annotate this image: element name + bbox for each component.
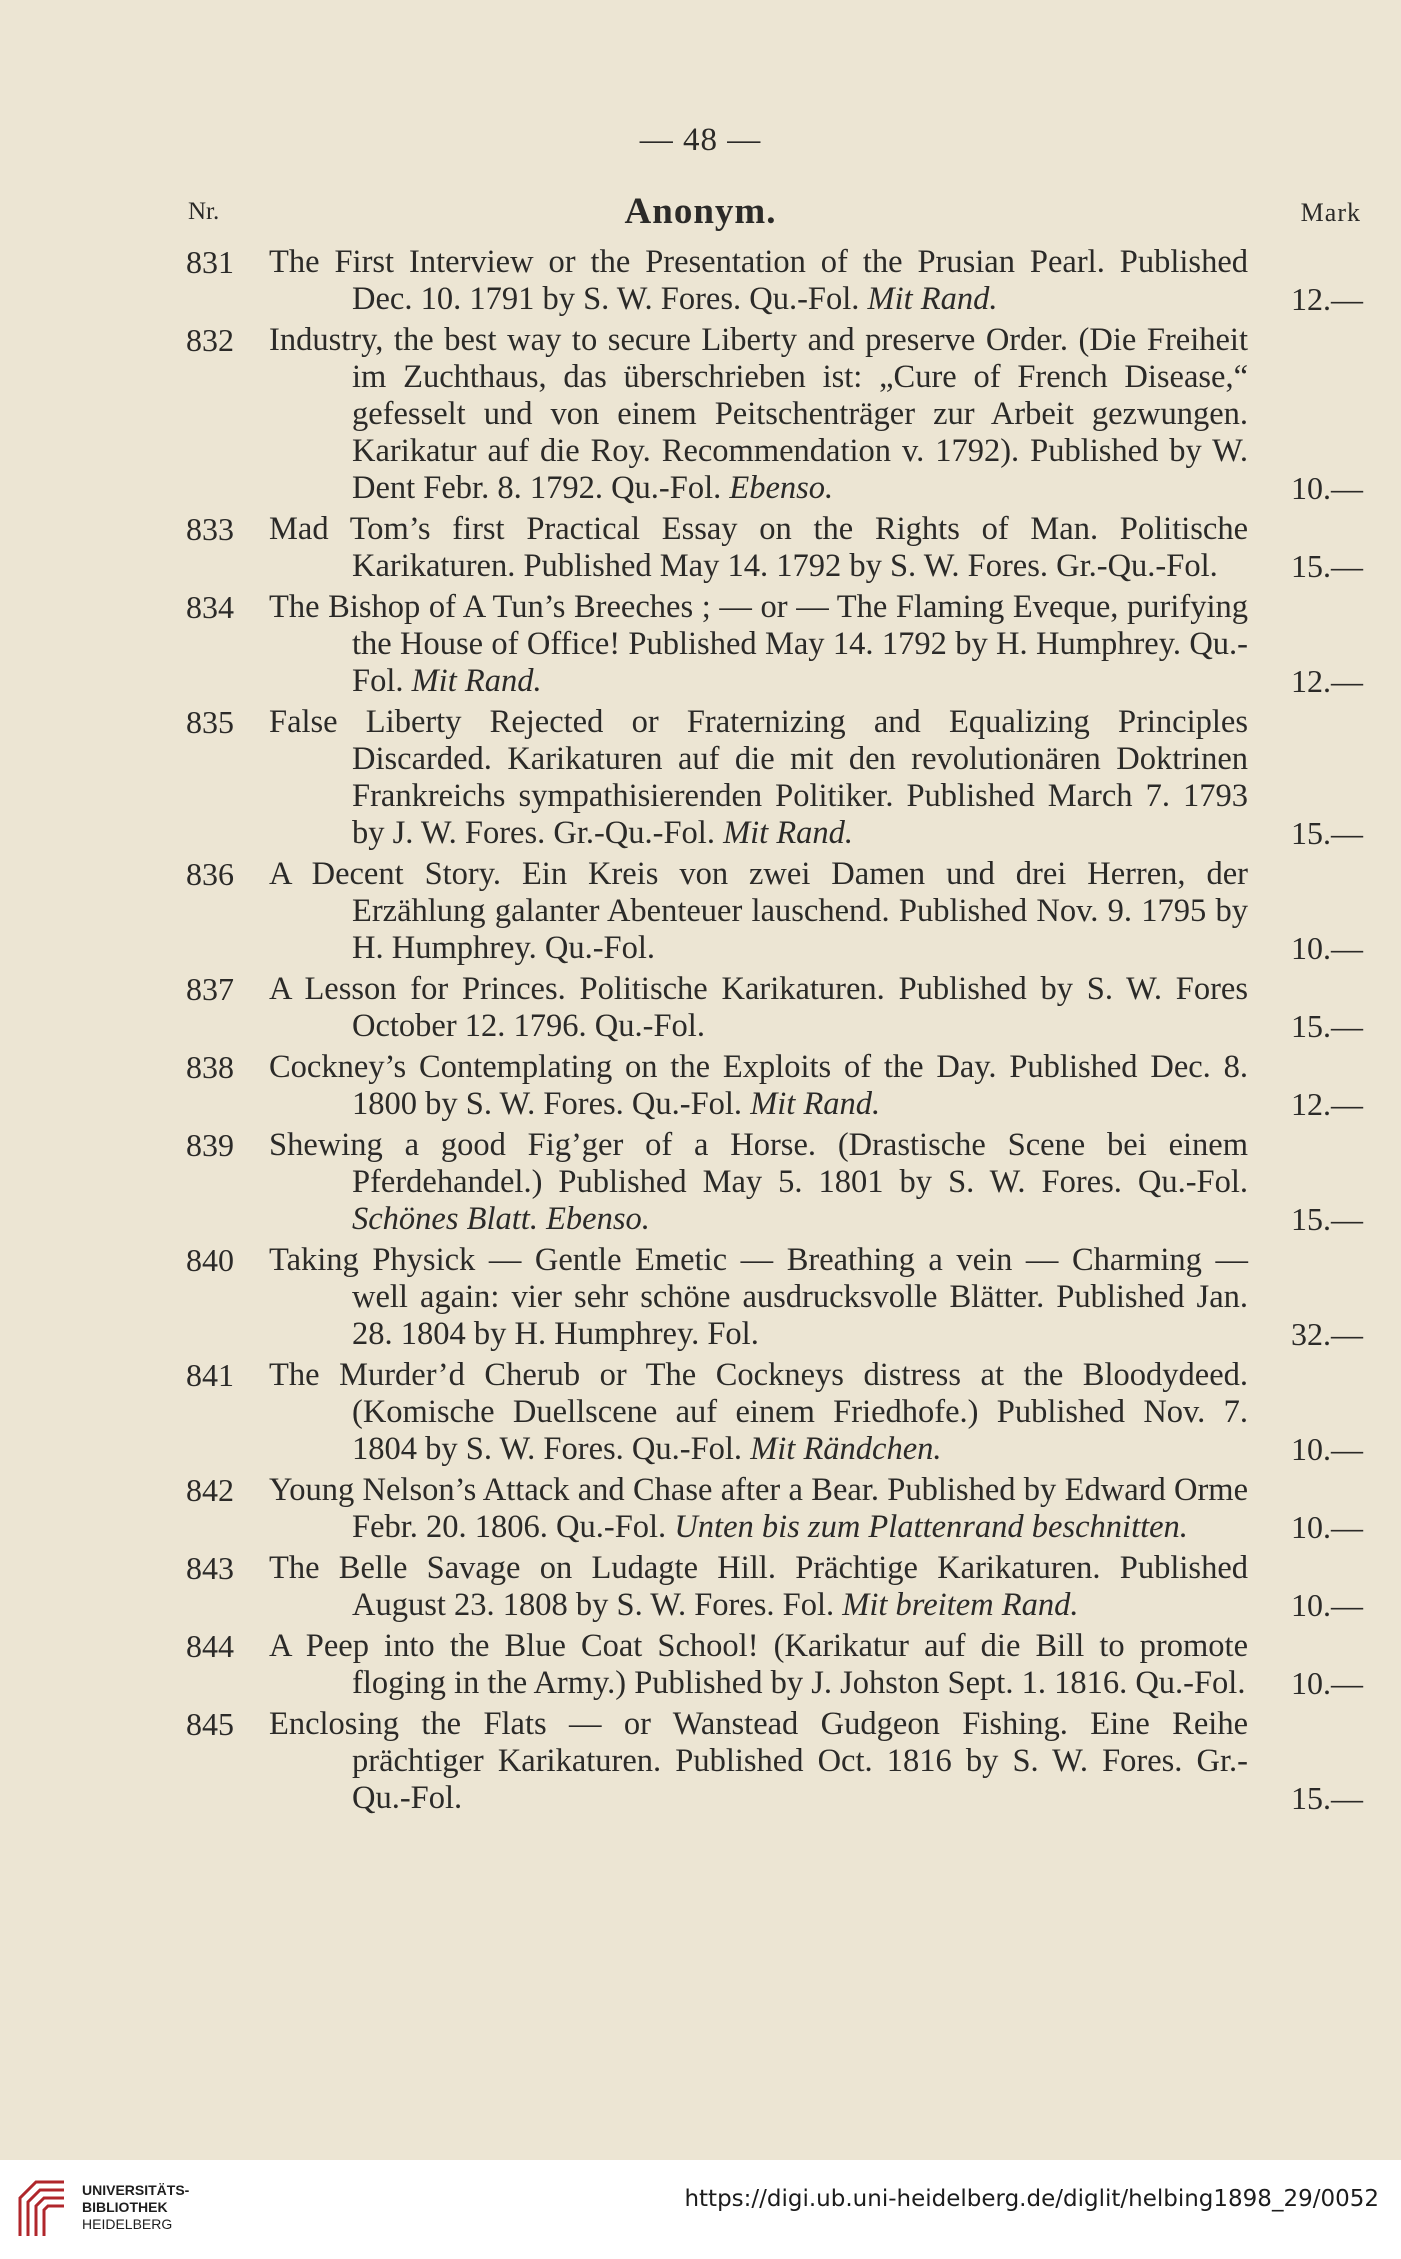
catalog-entry — [0, 1049, 1401, 1127]
entry-number: 834 — [186, 589, 234, 625]
entry-note: Mit Rand. — [750, 1086, 881, 1122]
catalog-entry — [0, 1242, 1401, 1357]
entry-price: 15.— — [1291, 548, 1363, 584]
entry-number: 837 — [186, 971, 234, 1007]
catalog-entry — [0, 589, 1401, 704]
library-name — [82, 2182, 189, 2233]
entry-text: Shewing a good Fig’ger of a Horse. (Drastische Scene bei einem Pferdehandel.) Published May 5. 1801 by S. W. Fores. Qu.-Fol. — [269, 1127, 1248, 1200]
library-name-line-2: BIBLIOTHEK — [82, 2199, 168, 2215]
entry-note: Mit Rand. — [723, 815, 854, 851]
section-title: Anonym. — [624, 191, 777, 232]
catalog-entries — [0, 244, 1401, 1821]
entry-description — [269, 704, 1248, 856]
entry-note: Mit Rändchen. — [750, 1431, 942, 1467]
entry-number: 836 — [186, 856, 234, 892]
entry-price: 12.— — [1291, 281, 1363, 317]
catalog-entry — [0, 856, 1401, 971]
catalog-entry — [0, 704, 1401, 856]
entry-number: 838 — [186, 1049, 234, 1085]
entry-text: The Belle Savage on Ludagte Hill. Prächtige Karikaturen. Published August 23. 1808 by S. W. Fores. Fol. — [269, 1550, 1248, 1623]
entry-number: 840 — [186, 1242, 234, 1278]
entry-number: 842 — [186, 1472, 234, 1508]
catalog-entry — [0, 322, 1401, 511]
entry-text: The First Interview or the Presentation of the Prusian Pearl. Published Dec. 10. 1791 by S. W. Fores. Qu.-Fol. — [269, 244, 1248, 317]
entry-text: The Bishop of A Tun’s Breeches ; — or — The Flaming Eveque, purifying the House of Office! Published May 14. 1792 by H. Humphrey. Qu.-Fol. — [269, 589, 1248, 699]
entry-price: 15.— — [1291, 1008, 1363, 1044]
entry-price: 15.— — [1291, 815, 1363, 851]
entry-description — [269, 1357, 1248, 1472]
catalog-entry — [0, 1628, 1401, 1706]
entry-note: Schönes Blatt. Ebenso. — [352, 1201, 650, 1237]
library-logo-icon — [14, 2176, 70, 2242]
entry-note: Unten bis zum Plattenrand beschnitten. — [674, 1509, 1188, 1545]
entry-text: Young Nelson’s Attack and Chase after a Bear. Published by Edward Orme Febr. 20. 1806. Qu.-Fol. — [269, 1472, 1248, 1545]
entry-text: Industry, the best way to secure Liberty and preserve Order. (Die Freiheit im Zuchthaus, das überschrieben ist: „Cure of French Disease,“ gefesselt und von einem Peitschenträger zur Arbeit gezwungen. Karikatur auf die Roy. Recommendation v. 1792). Published by W. Dent Febr. 8. 1792. Qu.-Fol. — [269, 322, 1248, 506]
entry-price: 10.— — [1291, 1431, 1363, 1467]
entry-description — [269, 1550, 1248, 1628]
entry-price: 15.— — [1291, 1780, 1363, 1816]
entry-number: 835 — [186, 704, 234, 740]
entry-price: 10.— — [1291, 1587, 1363, 1623]
entry-number: 832 — [186, 322, 234, 358]
library-name-line-1: UNIVERSITÄTS- — [82, 2182, 190, 2198]
entry-price: 15.— — [1291, 1201, 1363, 1237]
footer-bar — [0, 2160, 1401, 2259]
catalog-entry — [0, 511, 1401, 589]
entry-description — [269, 856, 1248, 971]
catalog-entry — [0, 1127, 1401, 1242]
catalog-entry — [0, 1472, 1401, 1550]
entry-description — [269, 1706, 1248, 1821]
entry-number: 844 — [186, 1628, 234, 1664]
entry-text: Mad Tom’s first Practical Essay on the Rights of Man. Politische Karikaturen. Published May 14. 1792 by S. W. Fores. Gr.-Qu.-Fol. — [269, 511, 1248, 584]
entry-text: A Peep into the Blue Coat School! (Karikatur auf die Bill to promote floging in the Army.) Published by J. Johston Sept. 1. 1816. Qu.-Fol. — [269, 1628, 1248, 1701]
entry-text: False Liberty Rejected or Fraternizing and Equalizing Principles Discarded. Karikaturen auf die mit den revolutionären Doktrinen Frankreichs sympathisierenden Politiker. Published March 7. 1793 by J. W. Fores. Gr.-Qu.-Fol. — [269, 704, 1248, 851]
entry-text: Enclosing the Flats — or Wanstead Gudgeon Fishing. Eine Reihe prächtiger Karikaturen. Published Oct. 1816 by S. W. Fores. Gr.-Qu.-Fol. — [269, 1706, 1248, 1816]
entry-price: 10.— — [1291, 470, 1363, 506]
page-number: — 48 — — [639, 122, 762, 158]
column-header — [0, 190, 1401, 240]
entry-note: Ebenso. — [729, 470, 834, 506]
entry-description — [269, 1472, 1248, 1550]
entry-price: 32.— — [1291, 1316, 1363, 1352]
entry-text: A Decent Story. Ein Kreis von zwei Damen und drei Herren, der Erzählung galanter Abenteuer lauschend. Published Nov. 9. 1795 by H. Humphrey. Qu.-Fol. — [269, 856, 1248, 966]
catalog-entry — [0, 1706, 1401, 1821]
catalog-entry — [0, 244, 1401, 322]
nr-column-label: Nr. — [188, 198, 220, 225]
entry-note: Mit Rand. — [867, 281, 998, 317]
library-name-line-3: HEIDELBERG — [82, 2216, 173, 2232]
permalink-url[interactable]: https://digi.ub.uni-heidelberg.de/diglit/helbing1898_29/0052 — [684, 2186, 1379, 2212]
entry-description — [269, 589, 1248, 704]
entry-text: A Lesson for Princes. Politische Karikaturen. Published by S. W. Fores October 12. 1796. Qu.-Fol. — [269, 971, 1248, 1044]
entry-number: 831 — [186, 244, 234, 280]
entry-price: 10.— — [1291, 930, 1363, 966]
entry-price: 12.— — [1291, 663, 1363, 699]
catalog-entry — [0, 1357, 1401, 1472]
entry-description — [269, 511, 1248, 589]
entry-price: 10.— — [1291, 1665, 1363, 1701]
catalog-entry — [0, 1550, 1401, 1628]
entry-description — [269, 244, 1248, 322]
entry-text: Cockney’s Contemplating on the Exploits of the Day. Published Dec. 8. 1800 by S. W. Fores. Qu.-Fol. — [269, 1049, 1248, 1122]
entry-number: 833 — [186, 511, 234, 547]
entry-number: 845 — [186, 1706, 234, 1742]
entry-description — [269, 971, 1248, 1049]
entry-text: Taking Physick — Gentle Emetic — Breathing a vein — Charming — well again: vier sehr schöne ausdrucksvolle Blätter. Published Jan. 28. 1804 by H. Humphrey. Fol. — [269, 1242, 1248, 1352]
entry-price: 12.— — [1291, 1086, 1363, 1122]
entry-description — [269, 1628, 1248, 1706]
mark-column-label: Mark — [1300, 198, 1361, 227]
entry-description — [269, 322, 1248, 511]
entry-number: 843 — [186, 1550, 234, 1586]
entry-description — [269, 1127, 1248, 1242]
entry-description — [269, 1242, 1248, 1357]
entry-description — [269, 1049, 1248, 1127]
entry-number: 841 — [186, 1357, 234, 1393]
entry-note: Mit breitem Rand. — [842, 1587, 1079, 1623]
entry-number: 839 — [186, 1127, 234, 1163]
entry-text: The Murder’d Cherub or The Cockneys distress at the Bloodydeed. (Komische Duellscene auf einem Friedhofe.) Published Nov. 7. 1804 by S. W. Fores. Qu.-Fol. — [269, 1357, 1248, 1467]
entry-note: Mit Rand. — [411, 663, 542, 699]
entry-price: 10.— — [1291, 1509, 1363, 1545]
catalog-entry — [0, 971, 1401, 1049]
